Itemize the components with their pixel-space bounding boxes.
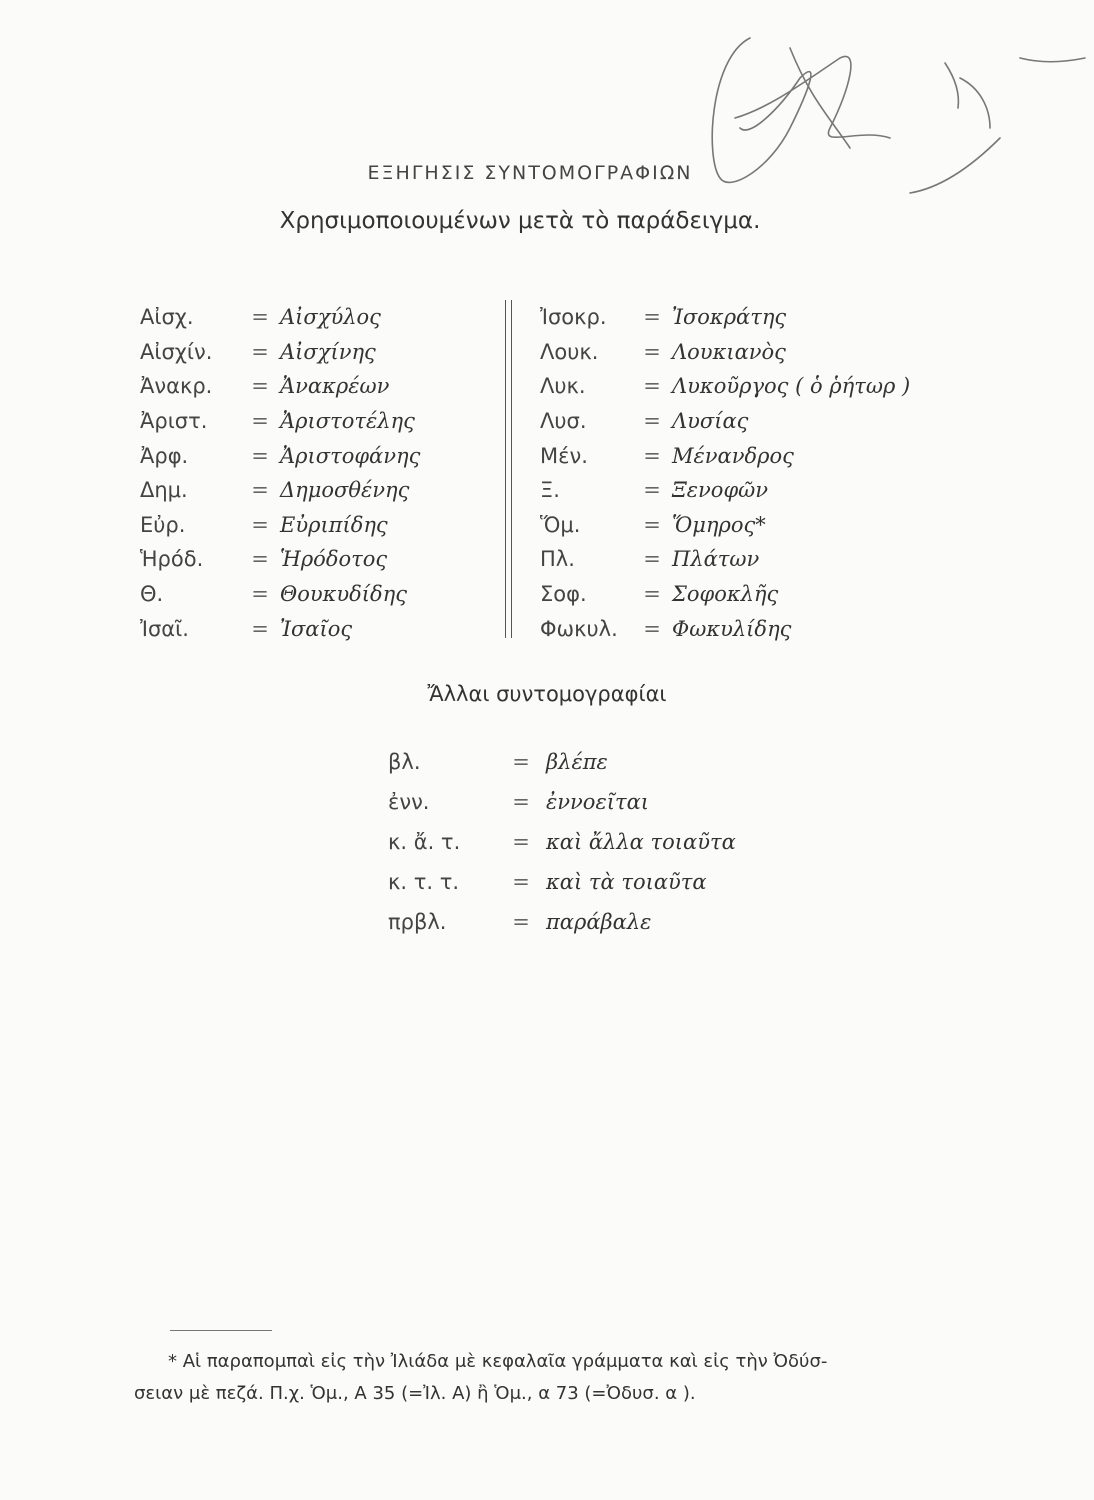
equals-sign: = <box>512 790 530 814</box>
table-row <box>540 438 910 473</box>
abbreviation: Λυκ. <box>540 374 586 399</box>
table-row <box>540 542 910 577</box>
table-row <box>140 438 420 473</box>
equals-sign: = <box>643 582 661 607</box>
full-name: Ἀνακρέων <box>280 374 390 399</box>
full-name: παράβαλε <box>546 910 652 934</box>
table-row <box>540 404 910 439</box>
abbreviation: κ. τ. τ. <box>388 870 460 894</box>
other-abbreviations-heading: Ἄλλαι συντομογραφίαι <box>427 682 667 706</box>
abbreviation: βλ. <box>388 750 421 774</box>
table-row <box>140 508 420 543</box>
equals-sign: = <box>251 616 269 641</box>
table-row <box>540 335 910 370</box>
equals-sign: = <box>251 443 269 468</box>
footnote-rule <box>170 1330 272 1331</box>
abbreviation: Ξ. <box>540 478 560 503</box>
equals-sign: = <box>251 478 269 503</box>
full-name: Ἀριστοφάνης <box>280 443 421 468</box>
full-name: Ἀριστοτέλης <box>280 409 415 434</box>
table-row <box>388 782 736 822</box>
equals-sign: = <box>512 830 530 854</box>
footnote-line: σειαν μὲ πεζά. Π.χ. Ὁμ., Α 35 (=Ἰλ. Α) ἢ Ὁμ., α 73 (=Ὀδυσ. α ). <box>134 1383 696 1404</box>
abbreviation: Λουκ. <box>540 339 599 364</box>
equals-sign: = <box>512 750 530 774</box>
abbreviation: Ἰσαῖ. <box>140 616 189 641</box>
equals-sign: = <box>643 339 661 364</box>
left-abbreviation-table <box>140 300 420 646</box>
full-name: Λουκιανὸς <box>672 339 786 364</box>
table-row <box>540 369 910 404</box>
column-divider <box>505 300 512 638</box>
table-row <box>388 742 736 782</box>
abbreviation: Πλ. <box>540 547 575 572</box>
full-name: Λυκοῦργος ( ὁ ῥήτωρ ) <box>672 374 911 399</box>
table-row <box>140 404 420 439</box>
abbreviation: πρβλ. <box>388 910 447 934</box>
table-row <box>388 822 736 862</box>
other-abbreviations-table <box>388 742 736 942</box>
handwritten-signature <box>690 18 1090 218</box>
abbreviation: Ἰσοκρ. <box>540 305 607 330</box>
full-name: Φωκυλίδης <box>672 616 792 641</box>
abbreviation: Αἰσχ. <box>140 305 194 330</box>
abbreviation: Ἡρόδ. <box>140 547 204 572</box>
equals-sign: = <box>251 547 269 572</box>
abbreviation: κ. ἄ. τ. <box>388 830 461 854</box>
table-row <box>540 473 910 508</box>
abbreviation: Ἀριστ. <box>140 409 208 434</box>
page-subtitle: Χρησιμοποιουμένων μετὰ τὸ παράδειγμα. <box>279 208 761 234</box>
abbreviation: Δημ. <box>140 478 188 503</box>
table-row <box>140 300 420 335</box>
equals-sign: = <box>643 305 661 330</box>
full-name: Ὅμηρος* <box>672 512 766 537</box>
table-row <box>140 577 420 612</box>
equals-sign: = <box>251 339 269 364</box>
page-title: ΕΞΗΓΗΣΙΣ ΣΥΝΤΟΜΟΓΡΑΦΙΩΝ <box>367 162 693 184</box>
full-name: Ξενοφῶν <box>672 478 769 503</box>
equals-sign: = <box>643 616 661 641</box>
abbreviation: Φωκυλ. <box>540 616 618 641</box>
full-name: Δημοσθένης <box>280 478 410 503</box>
footnote-line: * Αἱ παραπομπαὶ εἰς τὴν Ἰλιάδα μὲ κεφαλαῖα γράμματα καὶ εἰς τὴν Ὀδύσ- <box>168 1351 828 1372</box>
abbreviation: Λυσ. <box>540 409 587 434</box>
equals-sign: = <box>251 409 269 434</box>
equals-sign: = <box>512 910 530 934</box>
full-name: Σοφοκλῆς <box>672 582 779 607</box>
full-name: βλέπε <box>546 750 608 774</box>
abbreviation: Μέν. <box>540 443 588 468</box>
table-row <box>140 542 420 577</box>
table-row <box>140 335 420 370</box>
table-row <box>140 611 420 646</box>
full-name: Ἡρόδοτος <box>280 547 388 572</box>
full-name: Αἰσχίνης <box>280 339 376 364</box>
equals-sign: = <box>251 582 269 607</box>
right-abbreviation-table <box>540 300 910 646</box>
table-row <box>540 577 910 612</box>
equals-sign: = <box>643 512 661 537</box>
full-name: Μένανδρος <box>672 443 794 468</box>
table-row <box>140 473 420 508</box>
equals-sign: = <box>251 374 269 399</box>
abbreviation: Θ. <box>140 582 164 607</box>
abbreviation: Αἰσχίν. <box>140 339 213 364</box>
table-row <box>540 300 910 335</box>
table-row <box>540 611 910 646</box>
equals-sign: = <box>643 409 661 434</box>
footnote <box>134 1346 964 1410</box>
table-row <box>388 902 736 942</box>
equals-sign: = <box>251 305 269 330</box>
full-name: Λυσίας <box>672 409 749 434</box>
equals-sign: = <box>643 547 661 572</box>
full-name: καὶ τὰ τοιαῦτα <box>546 870 707 894</box>
abbreviation: Ἀρφ. <box>140 443 189 468</box>
equals-sign: = <box>512 870 530 894</box>
equals-sign: = <box>643 443 661 468</box>
full-name: Αἰσχύλος <box>280 305 381 330</box>
abbreviation: ἐνν. <box>388 790 430 814</box>
table-row <box>140 369 420 404</box>
equals-sign: = <box>643 478 661 503</box>
equals-sign: = <box>643 374 661 399</box>
full-name: καὶ ἄλλα τοιαῦτα <box>546 830 736 854</box>
abbreviation: Εὐρ. <box>140 512 186 537</box>
abbreviation: Ὅμ. <box>540 512 581 537</box>
full-name: Ἰσοκράτης <box>672 305 787 330</box>
full-name: Εὐριπίδης <box>280 512 388 537</box>
table-row <box>540 508 910 543</box>
full-name: Θουκυδίδης <box>280 582 408 607</box>
full-name: ἐννοεῖται <box>546 790 649 814</box>
abbreviation: Σοφ. <box>540 582 587 607</box>
full-name: Πλάτων <box>672 547 760 572</box>
full-name: Ἰσαῖος <box>280 616 353 641</box>
abbreviation: Ἀνακρ. <box>140 374 213 399</box>
equals-sign: = <box>251 512 269 537</box>
table-row <box>388 862 736 902</box>
